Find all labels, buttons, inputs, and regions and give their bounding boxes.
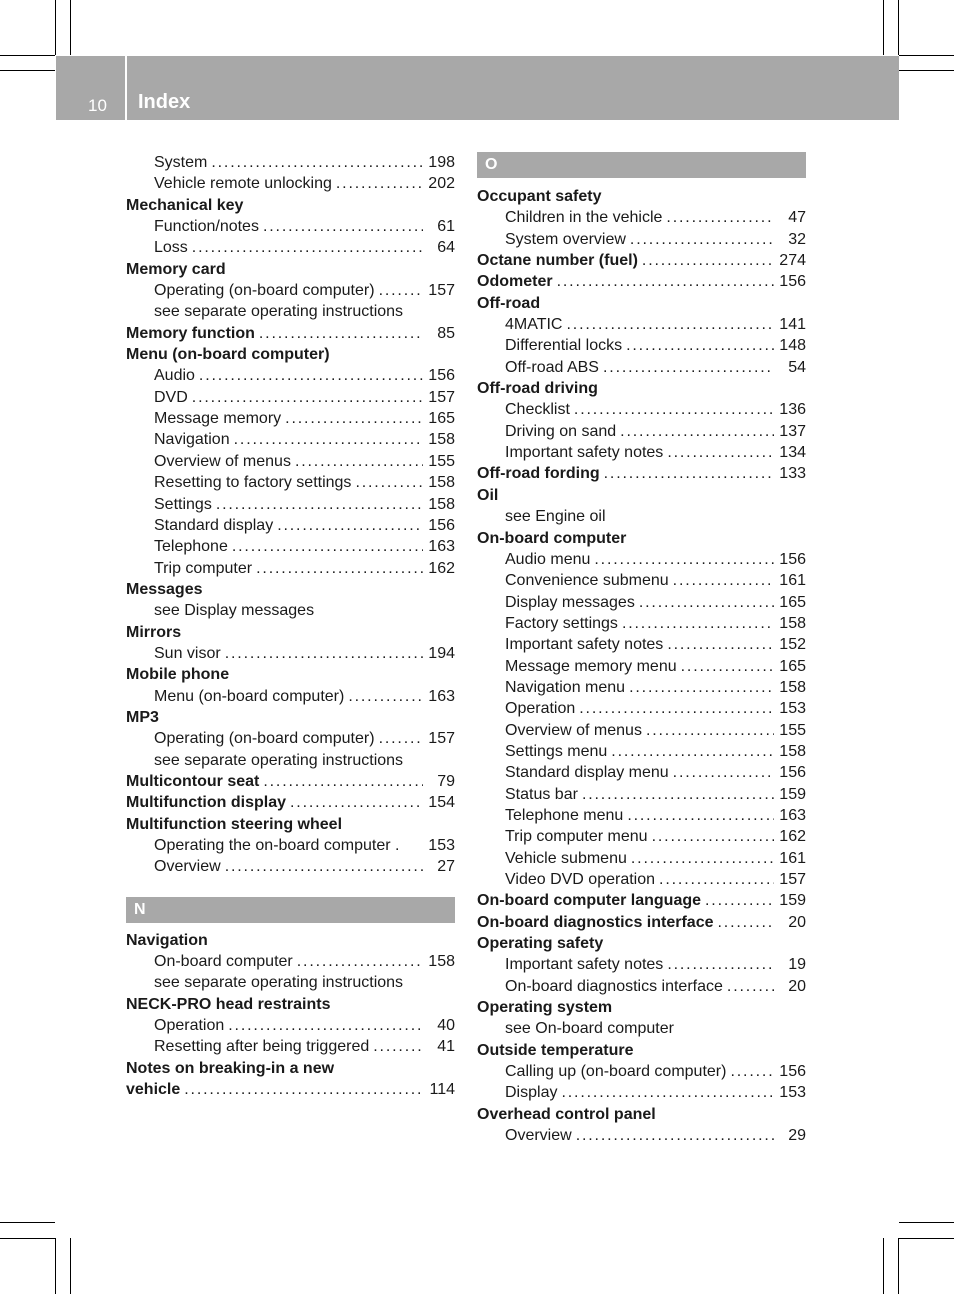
index-entry[interactable]: Loss . . . 64 xyxy=(126,237,455,258)
crop-mark xyxy=(883,1238,884,1294)
index-entry[interactable]: Operating the on-board computer . 153 xyxy=(154,837,455,854)
index-heading: Overhead control panel xyxy=(477,1105,656,1123)
index-heading: Multifunction steering wheel xyxy=(126,815,343,833)
index-entry[interactable]: Operation . . . 153 xyxy=(477,698,806,719)
page-header xyxy=(56,56,899,120)
index-entry[interactable]: Calling up (on-board computer) . . . 156 xyxy=(477,1061,806,1082)
index-entry[interactable]: System overview . . . 32 xyxy=(477,229,806,250)
index-heading: Navigation xyxy=(126,931,208,949)
index-entry[interactable]: Function/notes . . . 61 xyxy=(126,216,455,237)
index-entry[interactable]: Operating (on-board computer) . . . 157 xyxy=(126,728,455,749)
index-entry[interactable]: Message memory . . . 165 xyxy=(126,408,455,429)
header-divider xyxy=(125,56,127,120)
index-entry[interactable]: Trip computer menu . . . 162 xyxy=(477,826,806,847)
crop-mark xyxy=(899,1222,954,1223)
crop-mark xyxy=(0,1238,55,1239)
index-entry[interactable]: Settings menu . . . 158 xyxy=(477,741,806,762)
index-heading: Messages xyxy=(126,580,203,598)
index-entry-bold[interactable]: On-board diagnostics interface . . . 20 xyxy=(477,912,806,933)
index-heading: Mobile phone xyxy=(126,666,230,684)
index-note: see separate operating instructions xyxy=(154,751,404,769)
index-heading: Oil xyxy=(477,486,499,504)
index-heading: Notes on breaking-in a new xyxy=(126,1059,335,1077)
index-entry[interactable]: DVD . . . 157 xyxy=(126,387,455,408)
index-entry-bold[interactable]: On-board computer language . . . 159 xyxy=(477,890,806,911)
index-entry[interactable]: Operation . . . 40 xyxy=(126,1015,455,1036)
index-heading: Mirrors xyxy=(126,623,182,641)
index-heading: Off-road driving xyxy=(477,380,598,398)
index-entry-bold[interactable]: Off-road fording . . . 133 xyxy=(477,463,806,484)
index-entry[interactable]: Audio menu . . . 156 xyxy=(477,549,806,570)
index-heading: Operating safety xyxy=(477,935,604,953)
index-entry[interactable]: Differential locks . . . 148 xyxy=(477,335,806,356)
index-entry[interactable]: Overview of menus . . . 155 xyxy=(477,720,806,741)
index-entry[interactable]: Vehicle remote unlocking . . . 202 xyxy=(126,173,455,194)
index-heading: MP3 xyxy=(126,708,159,726)
index-entry[interactable]: Display messages . . . 165 xyxy=(477,592,806,613)
index-entry[interactable]: Resetting to factory settings . . . 158 xyxy=(126,472,455,493)
section-letter-n: N xyxy=(126,897,455,923)
crop-mark xyxy=(0,1222,55,1223)
index-entry[interactable]: Video DVD operation . . . 157 xyxy=(477,869,806,890)
index-entry[interactable]: Overview . . . 29 xyxy=(477,1125,806,1146)
crop-mark xyxy=(899,55,954,56)
index-entry[interactable]: Factory settings . . . 158 xyxy=(477,613,806,634)
index-entry-bold[interactable]: Multicontour seat . . . 79 xyxy=(126,771,455,792)
index-entry[interactable]: Children in the vehicle . . . 47 xyxy=(477,207,806,228)
index-note: see separate operating instructions xyxy=(154,303,404,321)
index-column-right xyxy=(477,152,806,1146)
index-entry[interactable]: System . . . 198 xyxy=(126,152,455,173)
index-heading: Mechanical key xyxy=(126,196,244,214)
index-entry[interactable]: Navigation menu . . . 158 xyxy=(477,677,806,698)
index-entry[interactable]: Status bar . . . 159 xyxy=(477,784,806,805)
index-entry[interactable]: Important safety notes . . . 19 xyxy=(477,954,806,975)
index-entry[interactable]: Standard display . . . 156 xyxy=(126,515,455,536)
index-entry[interactable]: Off-road ABS . . . 54 xyxy=(477,357,806,378)
index-entry[interactable]: Display . . . 153 xyxy=(477,1082,806,1103)
index-entry[interactable]: Trip computer . . . 162 xyxy=(126,558,455,579)
index-entry[interactable]: Operating (on-board computer) . . . 157 xyxy=(126,280,455,301)
index-note: see Engine oil xyxy=(505,508,606,526)
crop-mark xyxy=(898,0,899,55)
index-entry[interactable]: Overview . . . 27 xyxy=(126,856,455,877)
crop-mark xyxy=(55,0,56,55)
index-entry-bold[interactable]: Multifunction display . . . 154 xyxy=(126,792,455,813)
index-entry-bold[interactable]: Memory function . . . 85 xyxy=(126,323,455,344)
index-entry[interactable]: Telephone menu . . . 163 xyxy=(477,805,806,826)
index-note: see Display messages xyxy=(154,602,315,620)
index-heading: Operating system xyxy=(477,999,613,1017)
index-entry[interactable]: On-board computer . . . 158 xyxy=(126,951,455,972)
index-entry[interactable]: Vehicle submenu . . . 161 xyxy=(477,848,806,869)
crop-mark xyxy=(883,0,884,55)
index-entry[interactable]: Checklist . . . 136 xyxy=(477,399,806,420)
index-entry[interactable]: Menu (on-board computer) . . . 163 xyxy=(126,686,455,707)
index-entry-bold[interactable]: Odometer . . . 156 xyxy=(477,271,806,292)
crop-mark xyxy=(55,1238,56,1294)
crop-mark xyxy=(0,55,55,56)
index-entry-bold[interactable]: Octane number (fuel) . . . 274 xyxy=(477,250,806,271)
index-heading: Occupant safety xyxy=(477,188,602,205)
index-entry[interactable]: Convenience submenu . . . 161 xyxy=(477,570,806,591)
index-heading: Outside temperature xyxy=(477,1041,634,1059)
index-entry[interactable]: Overview of menus . . . 155 xyxy=(126,451,455,472)
index-entry[interactable]: Telephone . . . 163 xyxy=(126,536,455,557)
index-note: see On-board computer xyxy=(505,1020,674,1038)
index-entry[interactable]: Driving on sand . . . 137 xyxy=(477,421,806,442)
crop-mark xyxy=(899,70,954,71)
index-heading: Off-road xyxy=(477,294,541,312)
index-entry[interactable]: Standard display menu . . . 156 xyxy=(477,762,806,783)
crop-mark xyxy=(70,0,71,55)
index-entry[interactable]: 4MATIC . . . 141 xyxy=(477,314,806,335)
index-column-left xyxy=(126,152,455,1100)
index-note: see separate operating instructions xyxy=(154,974,404,992)
index-entry[interactable]: Audio . . . 156 xyxy=(126,365,455,386)
index-entry[interactable]: Message memory menu . . . 165 xyxy=(477,656,806,677)
index-heading: On-board computer xyxy=(477,529,627,547)
page-title: Index xyxy=(138,91,191,113)
crop-mark xyxy=(70,1238,71,1294)
index-heading: NECK-PRO head restraints xyxy=(126,995,331,1013)
index-entry[interactable]: Resetting after being triggered . . . 41 xyxy=(126,1036,455,1057)
index-entry[interactable]: On-board diagnostics interface . . . 20 xyxy=(477,976,806,997)
crop-mark xyxy=(898,1238,899,1294)
crop-mark xyxy=(0,70,55,71)
index-heading: Menu (on-board computer) xyxy=(126,346,330,364)
crop-mark xyxy=(899,1238,954,1239)
index-entry-bold[interactable]: vehicle . . . 114 xyxy=(126,1079,455,1100)
section-letter-o: O xyxy=(477,152,806,178)
page-number: 10 xyxy=(88,96,107,115)
index-entry[interactable]: Settings . . . 158 xyxy=(126,494,455,515)
index-entry[interactable]: Important safety notes . . . 152 xyxy=(477,634,806,655)
index-entry[interactable]: Navigation . . . 158 xyxy=(126,429,455,450)
index-entry[interactable]: Sun visor . . . 194 xyxy=(126,643,455,664)
index-heading: Memory card xyxy=(126,260,226,278)
index-entry[interactable]: Important safety notes . . . 134 xyxy=(477,442,806,463)
